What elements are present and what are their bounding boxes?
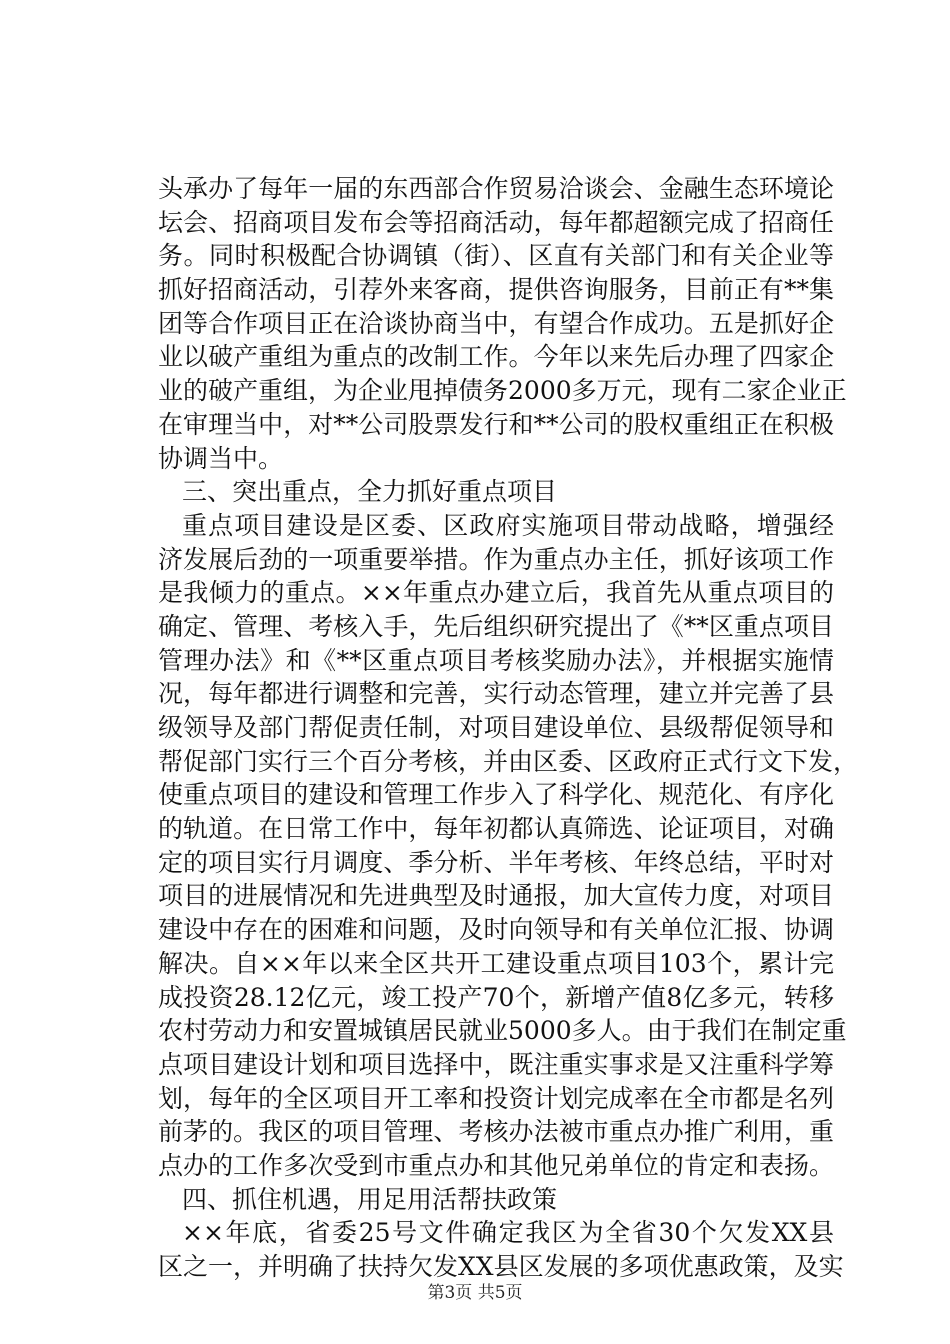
text-line: 前茅的。我区的项目管理、考核办法被市重点办推广利用，重 (158, 1117, 834, 1147)
text-line: 定的项目实行月调度、季分析、半年考核、年终总结，平时对 (158, 847, 834, 877)
text-line: 业以破产重组为重点的改制工作。今年以来先后办理了四家企 (158, 342, 834, 372)
text-line: 级领导及部门帮促责任制，对项目建设单位、县级帮促领导和 (158, 713, 834, 742)
text-line: 点项目建设计划和项目选择中，既注重实事求是又注重科学筹 (158, 1049, 834, 1079)
text-line: 建设中存在的困难和问题，及时向领导和有关单位汇报、协调 (158, 915, 834, 945)
text-line: 务。同时积极配合协调镇（街）、区直有关部门和有关企业等 (158, 241, 834, 271)
text-line: 头承办了每年一届的东西部合作贸易洽谈会、金融生态环境论 (158, 174, 834, 203)
text-line: 在审理当中，对**公司股票发行和**公司的股权重组正在积极 (158, 409, 834, 439)
text-line: 农村劳动力和安置城镇居民就业5000多人。由于我们在制定重 (158, 1016, 847, 1046)
text-line: 济发展后劲的一项重要举措。作为重点办主任，抓好该项工作 (158, 544, 834, 574)
page-footer: 第3页 共5页 (427, 1283, 523, 1303)
text-line: 确定、管理、考核入手，先后组织研究提出了《**区重点项目 (158, 611, 834, 641)
text-line: 点办的工作多次受到市重点办和其他兄弟单位的肯定和表扬。 (158, 1150, 834, 1180)
text-line: 解决。自××年以来全区共开工建设重点项目103个，累计完 (158, 948, 834, 978)
text-line: 是我倾力的重点。××年重点办建立后，我首先从重点项目的 (158, 578, 834, 608)
text-line: 重点项目建设是区委、区政府实施项目带动战略，增强经 (182, 510, 834, 540)
text-line: 团等合作项目正在洽谈协商当中，有望合作成功。五是抓好企 (158, 308, 834, 338)
text-line: 帮促部门实行三个百分考核，并由区委、区政府正式行文下发， (158, 746, 859, 776)
section-heading: 四、抓住机遇，用足用活帮扶政策 (182, 1184, 558, 1214)
text-line: ××年底，省委25号文件确定我区为全省30个欠发XX县 (182, 1218, 834, 1248)
text-line: 协调当中。 (158, 443, 284, 473)
text-line: 抓好招商活动，引荐外来客商，提供咨询服务，目前正有**集 (158, 275, 834, 305)
text-line: 使重点项目的建设和管理工作步入了科学化、规范化、有序化 (158, 780, 834, 810)
text-line: 坛会、招商项目发布会等招商活动，每年都超额完成了招商任 (158, 207, 834, 237)
text-line: 况，每年都进行调整和完善，实行动态管理，建立并完善了县 (158, 679, 834, 709)
document-body (158, 172, 859, 1284)
section-heading: 三、突出重点，全力抓好重点项目 (182, 477, 558, 507)
text-line: 项目的进展情况和先进典型及时通报，加大宣传力度，对项目 (158, 881, 834, 911)
text-line: 管理办法》和《**区重点项目考核奖励办法》，并根据实施情 (158, 645, 834, 675)
text-line: 成投资28.12亿元，竣工投产70个，新增产值8亿多元，转移 (158, 982, 834, 1012)
text-line: 的轨道。在日常工作中，每年初都认真筛选、论证项目，对确 (158, 814, 834, 844)
text-line: 划，每年的全区项目开工率和投资计划完成率在全市都是名列 (158, 1083, 834, 1113)
text-line: 业的破产重组，为企业甩掉债务2000多万元，现有二家企业正 (158, 376, 847, 406)
text-line: 区之一，并明确了扶持欠发XX县区发展的多项优惠政策，及实 (158, 1252, 844, 1281)
